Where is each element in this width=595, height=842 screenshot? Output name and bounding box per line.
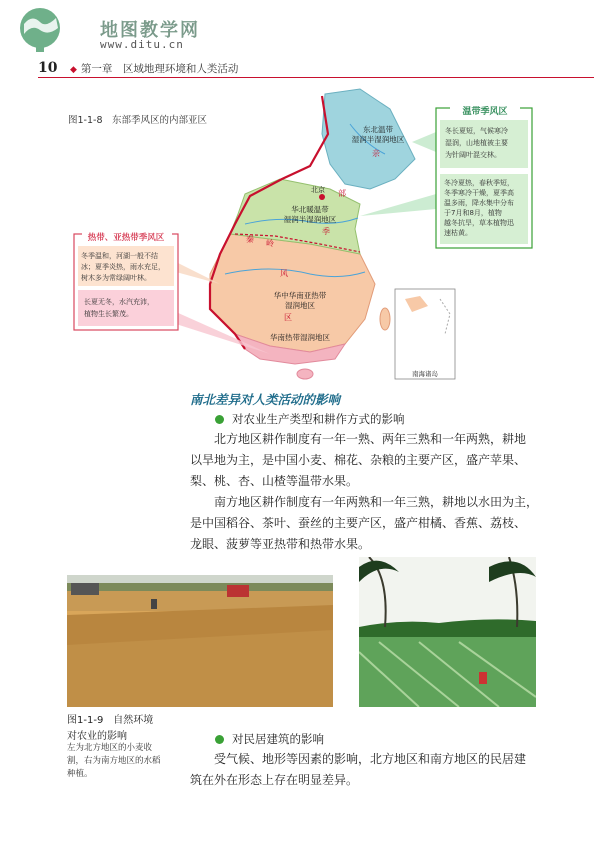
label-south-tropical: 华南热带湿润地区 [270,333,330,342]
bullet-agriculture-text: 对农业生产类型和耕作方式的影响 [232,412,405,426]
temperate-info-box [436,104,532,248]
figure-caption-1: 图1-1-8 东部季风区的内部亚区 [68,115,207,126]
label-north: 华北暖温带湿润半湿润地区 [283,205,337,224]
logo-name: 地图教学网 [100,20,200,41]
temperate-text1-line: 冬长夏短，气候寒冷 [445,127,508,135]
para-line: 受气候、地形等因素的影响，北方地区和南方地区的民居建 [214,752,527,766]
temperate-text2-line: 越冬抗旱，草本植物迅 [444,219,514,227]
note-line: 左为北方地区的小麦收 [67,743,153,753]
connector-temperate-2 [360,194,436,216]
border-char: 季 [322,227,330,236]
temperate-text2-line: 冬季寒冷干燥，夏季高 [444,189,514,197]
chapter-title: 第一章 区域地理环境和人类活动 [80,63,239,75]
border-char: 岭 [266,239,274,248]
para-line: 北方地区耕作制度有一年一熟、两年三熟和一年两熟，耕地 [214,432,527,446]
para-line: 龙眼、菠萝等亚热带和热带水果。 [190,537,371,551]
logo-url: www.ditu.cn [100,38,184,51]
beijing-dot [319,194,325,200]
note-line: 种植。 [67,769,93,779]
temperate-title: 温带季风区 [462,107,508,117]
label-south-sea: 南海诸岛 [412,370,438,378]
para-line: 是中国稻谷、茶叶、蚕丝的主要产区，盛产柑橘、香蕉、荔枝、 [190,516,527,530]
temperate-text2-line: 于7月和8月，植物 [444,209,502,217]
border-char: 秦 [246,235,254,244]
para-line: 梨、桃、杏、山楂等温带水果。 [190,474,359,488]
para-line: 南方地区耕作制度有一年两熟和一年三熟，耕地以水田为主， [214,495,539,509]
map-regions [210,89,455,379]
header-rule [38,77,594,78]
tropical-text1-line: 树木多为常绿阔叶林。 [81,274,151,282]
rice-planting-photo [359,557,536,707]
label-beijing: 北京 [311,186,325,194]
map-logo-icon [14,6,66,54]
figure-note [67,742,185,781]
tropical-text1-line: 冬季温和，河湖一般不结 [81,252,158,260]
label-northeast: 东北温带湿润半湿润地区 [351,125,405,144]
chapter-heading [70,61,238,76]
hainan-island [297,369,313,379]
page-number: 10 [38,60,58,76]
tropical-title: 热带、亚热带季风区 [87,233,165,243]
connector-temperate-1 [412,132,436,152]
para-line: 以旱地为主，是中国小麦、棉花、杂粮的主要产区，盛产苹果、 [190,453,527,467]
paragraph-north [190,429,540,492]
section-title: 南北差异对人类活动的影响 [190,392,341,407]
paragraph-south [190,492,540,555]
green-bullet-icon [215,735,224,744]
bullet-housing [215,731,324,747]
para-line: 筑在外在形态上存在明显差异。 [190,773,359,787]
figure-caption-2 [67,713,153,745]
tropical-info-box [74,230,178,330]
caption-line: 对农业的影响 [67,731,127,742]
wheat-harvest-photo [67,575,333,707]
temperate-text2-line: 冬冷夏热，春秋季短， [444,179,514,187]
green-bullet-icon [215,415,224,424]
bullet-agriculture [215,411,405,427]
tropical-text2-line: 植物生长繁茂。 [84,310,133,318]
tropical-text2-line: 长夏无冬，水汽充沛， [84,298,154,306]
taiwan-island [380,308,390,330]
border-char: 风 [280,269,288,278]
label-central-south: 华中华南亚热带湿润地区 [273,291,327,310]
border-char: 区 [284,313,292,322]
temperate-text1-line: 为针阔叶混交林。 [445,151,501,159]
caption-line: 图1-1-9 自然环境 [67,715,154,726]
note-line: 割，右为南方地区的水稻 [67,756,161,766]
diamond-icon: ◆ [70,65,77,75]
temperate-text1-line: 湿润，山地植被主要 [445,139,508,147]
east-monsoon-map [60,84,540,384]
tropical-text1-line: 冰；夏季炎热，雨水充足， [81,263,165,271]
temperate-text2-line: 温多雨，降水集中分布 [444,199,514,207]
paragraph-housing [190,749,540,791]
temperate-text2-line: 速枯黄。 [444,229,472,237]
svg-text:冬长夏短，气候寒冷 湿润，山地植被主要 [445,126,510,159]
bullet-housing-text: 对民居建筑的影响 [232,732,324,746]
border-char: 部 [338,189,346,198]
border-char: 亲 [372,149,380,158]
